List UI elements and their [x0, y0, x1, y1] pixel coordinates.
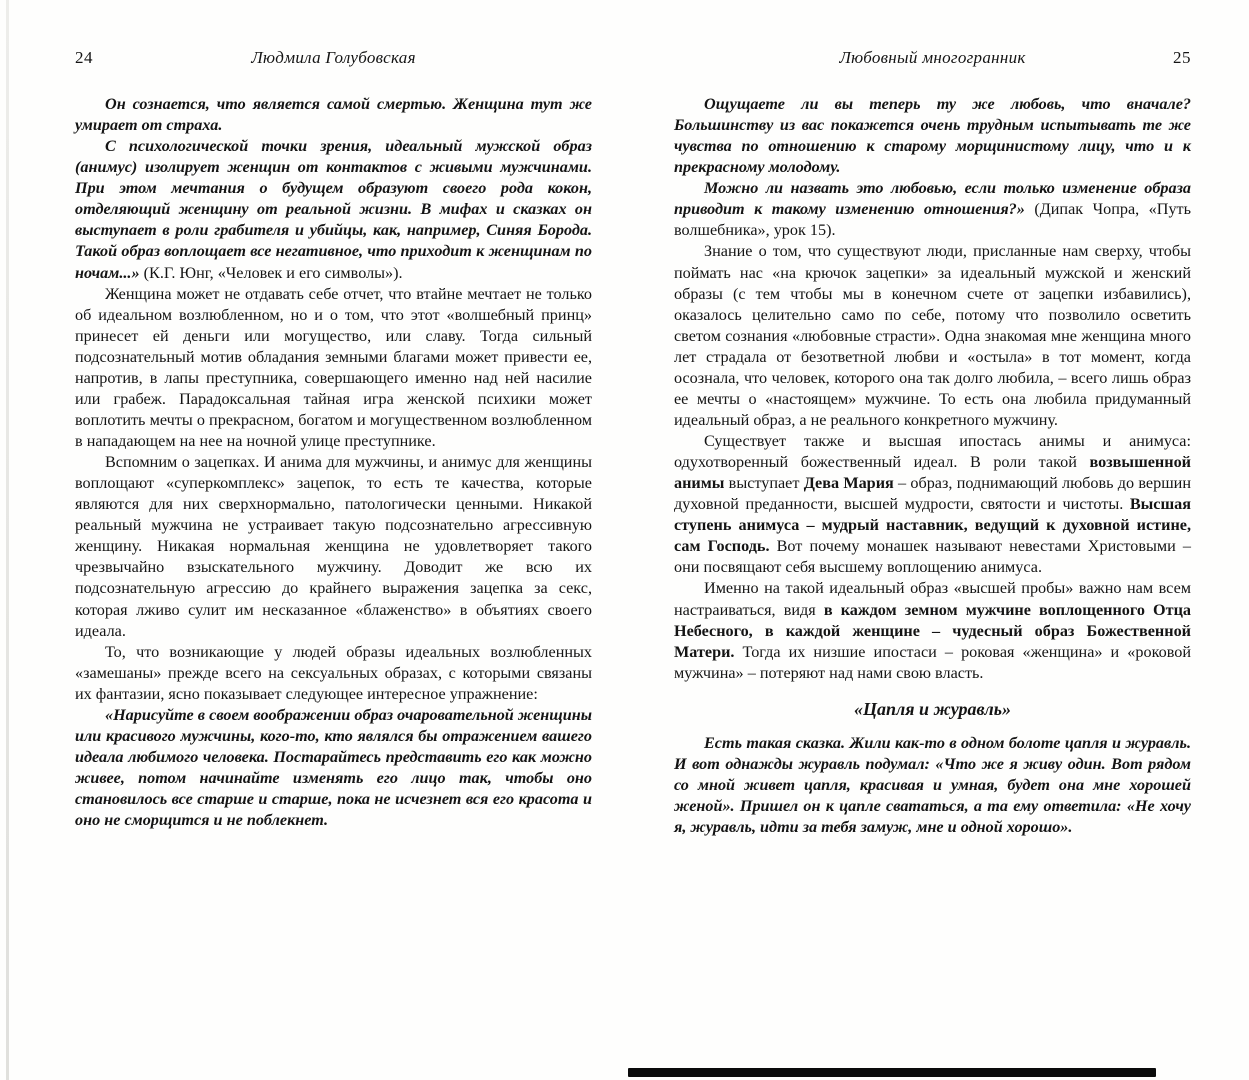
- running-title-left: Людмила Голубовская: [251, 48, 416, 67]
- text-run: (К.Г. Юнг, «Человек и его символы»).: [143, 263, 403, 282]
- paragraph: [75, 642, 592, 705]
- paragraph: [674, 241, 1191, 431]
- running-title-right: Любовный многогранник: [839, 48, 1026, 67]
- text-run: Он сознается, что является самой смертью. Женщина тут же умирает от страха.: [75, 95, 592, 135]
- paragraph: [75, 136, 592, 283]
- paragraph: [674, 733, 1191, 838]
- text-run: «Нарисуйте в своем воображении образ очаровательной женщины или красивого мужчины, кого-то, кто являлся бы отражением вашего идеала любимого человека. Постарайтесь представить его как можно живее, потом начинайте изменять его лицо так, чтобы оно становилось все старше и старше, пока не исчезнет вся его красота и оно не сморщится и не поблекнет.: [75, 705, 592, 830]
- text-run: Тогда их низшие ипостаси – роковая «женщина» и «роковой мужчина» – потеряют над нами свою власть.: [674, 642, 1191, 682]
- text-run: С психологической точки зрения, идеальный мужской образ (анимус) изолирует женщин от контактов с живыми мужчинами. При этом мечтания о будущем образуют своего рода кокон, отделяющий женщину от реальной жизни. В мифах и сказках он выступает в роли грабителя и убийцы, как, например, Синяя Борода. Такой образ воплощает все негативное, что приходит к женщинам по ночам...»: [75, 137, 592, 282]
- paragraph: [674, 578, 1191, 683]
- scan-artifact-bar: [628, 1068, 1156, 1077]
- page-number-right: 25: [1173, 48, 1191, 67]
- text-run: в каждом земном мужчине воплощенного Отца Небесного, в каждой женщине – чудесный образ Божественной Матери.: [674, 600, 1192, 661]
- paragraph: [674, 178, 1191, 241]
- text-run: Вспомним о зацепках. И анима для мужчины, и анимус для женщины воплощают «суперкомплекс» зацепок, то есть те качества, которые являются для них сверхнормально, патологически ценными. Никакой реальный мужчина не устраивает такую подсознательно агрессивную женщину. Никакая нормальная женщина не удовлетворяет такого чрезвычайно взыскательного мужчину. Доводит же всю их подсознательную агрессию до крайнего выражения зацепка за секс, которая лживо сулит им несказанное «блаженство» в объятиях своего идеала.: [75, 453, 592, 640]
- text-run: Можно ли назвать это любовью, если только изменение образа приводит к такому изменению отношения?»: [674, 179, 1191, 219]
- text-run: Дева Мария: [803, 474, 894, 493]
- page-header-right: [674, 48, 1191, 68]
- text-run: Существует также и высшая ипостась анимы и анимуса: одухотворенный божественный идеал. В роли такой: [674, 432, 1191, 472]
- paragraph: [674, 94, 1191, 178]
- text-run: Именно на такой идеальный образ «высшей пробы» важно нам всем настраиваться, видя: [674, 579, 1191, 619]
- scan-edge-shadow: [6, 0, 9, 1080]
- section-heading: [674, 698, 1191, 721]
- text-run: То, что возникающие у людей образы идеальных возлюбленных «замешаны» прежде всего на сексуальных образах, с которыми связаны их фантазии, ясно показывает следующее интересное упражнение:: [75, 642, 592, 703]
- page-header-left: [75, 48, 592, 68]
- page-left: [75, 48, 592, 1080]
- paragraph: [75, 705, 592, 831]
- page-body-left: [75, 94, 592, 831]
- text-run: Женщина может не отдавать себе отчет, что втайне мечтает не только об идеальном возлюбленном, но и о том, что этот «волшебный принц» принесет ей деньги или могущество, или славу. Тогда сильный подсознательный мотив обладания земными благами может привести ее, напротив, в лапы преступника, совершающего именно над ней насилие или грабеж. Парадоксальная тайная игра женской психики может воплотить мечты о прекрасном, богатом и могущественном возлюбленном в нападающем на нее на ночной улице преступнике.: [75, 284, 592, 450]
- text-run: Есть такая сказка. Жили как-то в одном болоте цапля и журавль. И вот однажды журавль подумал: «Что же я живу один. Вот рядом со мной живет цапля, красивая и умная, будет она мне хорошей женой». Пришел он к цапле свататься, а та ему ответила: «Не хочу я, журавль, идти за тебя замуж, мне и одной хорошо».: [674, 734, 1191, 837]
- text-run: Вот почему монашек называют невестами Христовыми – они посвящают себя высшему воплощению анимуса.: [674, 537, 1192, 577]
- text-run: – образ, поднимающий любовь до вершин духовной преданности, высшей мудрости, святости и чистоты.: [674, 474, 1191, 514]
- page-number-left: 24: [75, 48, 93, 67]
- text-run: (Дипак Чопра, «Путь волшебника», урок 15).: [674, 200, 1191, 240]
- paragraph: [75, 284, 592, 453]
- text-run: Ощущаете ли вы теперь ту же любовь, что вначале? Большинству из вас покажется очень трудным испытывать те же чувства по отношению к старому морщинистому лицу, что и к прекрасному молодому.: [674, 95, 1191, 177]
- page-body-right: [674, 94, 1191, 838]
- text-run: «Цапля и журавль»: [854, 698, 1011, 719]
- text-run: выступает: [724, 474, 804, 493]
- paragraph: [75, 452, 592, 642]
- page-right: [674, 48, 1191, 1080]
- text-run: возвышенной анимы: [674, 453, 1191, 493]
- paragraph: [75, 94, 592, 136]
- text-run: Высшая ступень анимуса – мудрый наставник, ведущий к духовной истине, сам Господь.: [674, 495, 1191, 556]
- text-run: Знание о том, что существуют люди, присланные нам сверху, чтобы поймать нас «на крючок зацепки» за идеальный мужской и женский образы (с тем чтобы мы в конечном счете от зацепки избавились), оказалось целительно само по себе, потому что позволило осветить светом сознания «любовные страсти». Одна знакомая мне женщина много лет страдала от безответной любви и «остыла» в тот момент, когда осознала, что человек, которого она так долго любила, – всего лишь образ ее мечты о «настоящем» мужчине. То есть она любила придуманный идеальный образ, а не реального конкретного мужчину.: [674, 242, 1191, 429]
- paragraph: [674, 431, 1191, 578]
